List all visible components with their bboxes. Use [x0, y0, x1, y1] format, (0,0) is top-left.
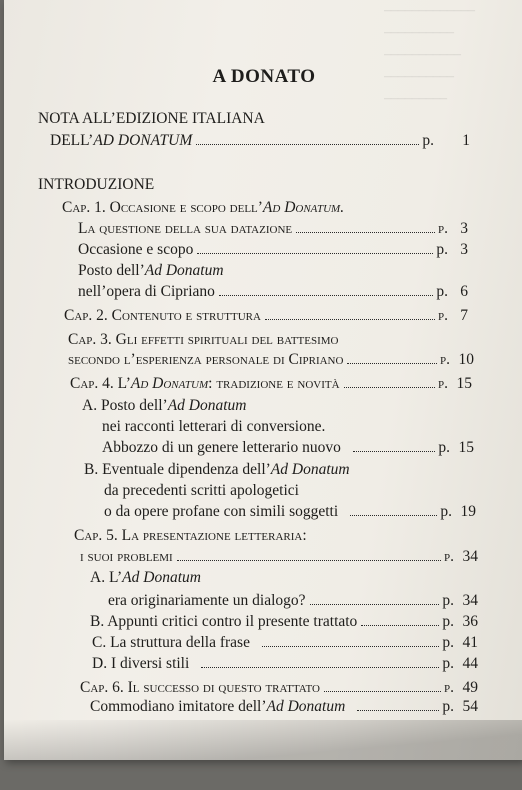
- cap5-d-entry: [92, 655, 478, 673]
- cap3-line-1: [68, 331, 339, 349]
- entry-text: era originariamente un dialogo?: [108, 592, 306, 609]
- entry-title-italic: Ad Donatum: [144, 262, 224, 279]
- leader-dots: [197, 253, 433, 254]
- entry-text: Posto dell’: [78, 262, 145, 279]
- leader-dots: [310, 604, 440, 605]
- nota-title-italic: AD DONATUM: [93, 132, 193, 149]
- cap5-line-1: [74, 527, 307, 545]
- leader-dots: [219, 295, 434, 296]
- leader-dots: [324, 691, 441, 692]
- page-number: 1: [462, 132, 470, 149]
- cap6-entry: [80, 679, 478, 697]
- page-number: 34: [462, 548, 478, 565]
- entry-text: La questione della sua datazione: [78, 220, 293, 237]
- book-page: [4, 0, 522, 760]
- chapter-title: Cap. 6. Il successo di questo trattato: [80, 679, 320, 696]
- leader-dots: [350, 515, 437, 516]
- cap4-a-line-2: [102, 418, 325, 436]
- leader-dots: [177, 560, 441, 561]
- entry-text: Commodiano imitatore dell’: [90, 698, 267, 715]
- nota-text: NOTA ALL’EDIZIONE ITALIANA: [38, 110, 265, 127]
- entry-text: A. Posto dell’: [82, 397, 168, 414]
- leader-dots: [296, 232, 435, 233]
- entry-text: B. Eventuale dipendenza dell’: [84, 461, 271, 478]
- page-number: 6: [460, 283, 468, 300]
- entry-title-italic: Ad Donatum: [122, 569, 201, 586]
- page-prefix: p.: [440, 503, 452, 520]
- cap1-entry-2: [78, 241, 468, 259]
- leader-dots: [196, 144, 419, 145]
- chapter-title-italic: Ad Donatum: [130, 375, 209, 392]
- page-number: 44: [462, 655, 478, 672]
- entry-title-italic: Ad Donatum: [167, 397, 247, 414]
- leader-dots: [265, 319, 435, 320]
- page-number: 3: [460, 220, 468, 237]
- cap3-line-2: [68, 351, 474, 369]
- cap4-b-line-2: [104, 482, 299, 500]
- page-number: 54: [462, 698, 478, 715]
- cap6-commodiano-entry: [90, 698, 478, 716]
- entry-text: Occasione e scopo: [78, 241, 194, 258]
- leader-dots: [361, 625, 439, 626]
- cap5-b-entry: [90, 613, 478, 631]
- page-number: 41: [462, 634, 478, 651]
- cap4-b-line-3: [104, 503, 476, 521]
- nota-text-pre: DELL’: [50, 132, 94, 149]
- page-prefix: p.: [440, 351, 450, 368]
- cap5-a-line-1: [90, 569, 201, 587]
- page-prefix: p.: [442, 655, 454, 672]
- page-prefix: p.: [442, 634, 454, 651]
- cap1-posto-line-1: [78, 262, 224, 280]
- entry-text: nell’opera di Cipriano: [78, 283, 215, 300]
- chapter-title: Cap. 1. Occasione e scopo dell’: [62, 199, 263, 216]
- page-prefix: p.: [438, 220, 448, 237]
- chapter-title-italic: Ad Donatum.: [262, 199, 345, 216]
- cap5-line-2: [80, 548, 478, 566]
- entry-text: B. Appunti critici contro il presente trattato: [90, 613, 358, 630]
- entry-text: A. L’: [90, 569, 123, 586]
- page-number: 36: [462, 613, 478, 630]
- cap5-c-entry: [92, 634, 478, 652]
- cap4-a-line-1: [82, 397, 246, 415]
- chapter-title: Cap. 2. Contenuto e struttura: [64, 307, 261, 324]
- chapter-title-post: : tradizione e novità: [208, 375, 340, 392]
- page-prefix: p.: [438, 439, 450, 456]
- cap1-posto-line-2: [78, 283, 468, 301]
- chapter-title: Cap. 4. L’: [70, 375, 131, 392]
- leader-dots: [357, 710, 439, 711]
- page-number: 10: [458, 351, 474, 368]
- cap4-a-line-3: [102, 439, 474, 457]
- page-title: A DONATO: [212, 66, 316, 87]
- page-number: 15: [456, 375, 472, 392]
- entry-text: nei racconti letterari di conversione.: [102, 418, 326, 435]
- page-number: 3: [460, 241, 468, 258]
- entry-text: D. I diversi stili: [92, 655, 190, 672]
- chapter-title: i suoi problemi: [80, 548, 173, 565]
- page-number: 49: [462, 679, 478, 696]
- bleed-through-text: ––––––––––––– –––––––––– ––––––––––– –––––––––– –––––––––: [384, 3, 475, 106]
- page-number: 19: [460, 503, 476, 520]
- entry-text: Abbozzo di un genere letterario nuovo: [102, 439, 341, 456]
- chapter-title: secondo l’esperienza personale di Cipriano: [68, 351, 344, 368]
- entry-text: C. La struttura della frase: [92, 634, 250, 651]
- cap4-heading: [70, 375, 472, 393]
- chapter-title: Cap. 3. Gli effetti spirituali del battesimo: [68, 331, 339, 348]
- entry-title-italic: Ad Donatum: [266, 698, 346, 715]
- page-number: 7: [460, 307, 468, 324]
- page-prefix: p.: [422, 132, 434, 149]
- page-prefix: p.: [438, 375, 448, 392]
- cap4-b-line-1: [84, 461, 350, 479]
- chapter-title: Cap. 5. La presentazione letteraria:: [74, 527, 307, 544]
- nota-line-2: [50, 132, 470, 150]
- leader-dots: [262, 646, 439, 647]
- cap2-entry: [64, 307, 468, 325]
- entry-text: da precedenti scritti apologetici: [104, 482, 299, 499]
- nota-line-1: [38, 110, 265, 128]
- page-prefix: p.: [442, 613, 454, 630]
- section-heading: INTRODUZIONE: [38, 176, 155, 193]
- page-prefix: p.: [436, 283, 448, 300]
- introduzione-heading: [38, 176, 154, 194]
- page-number: 34: [462, 592, 478, 609]
- cap5-a-line-2: [108, 592, 478, 610]
- entry-title-italic: Ad Donatum: [270, 461, 350, 478]
- page-edge-shadow: [4, 720, 522, 760]
- leader-dots: [344, 387, 435, 388]
- page-prefix: p.: [442, 698, 454, 715]
- page-prefix: p.: [438, 307, 448, 324]
- leader-dots: [201, 667, 439, 668]
- page-prefix: p.: [442, 592, 454, 609]
- page-prefix: p.: [444, 679, 454, 696]
- entry-text: o da opere profane con simili soggetti: [104, 503, 339, 520]
- page-prefix: p.: [436, 241, 448, 258]
- leader-dots: [353, 451, 436, 452]
- page-prefix: p.: [444, 548, 454, 565]
- page-number: 15: [458, 439, 474, 456]
- cap1-entry-1: [78, 220, 468, 238]
- cap1-heading: [62, 199, 344, 217]
- leader-dots: [347, 363, 437, 364]
